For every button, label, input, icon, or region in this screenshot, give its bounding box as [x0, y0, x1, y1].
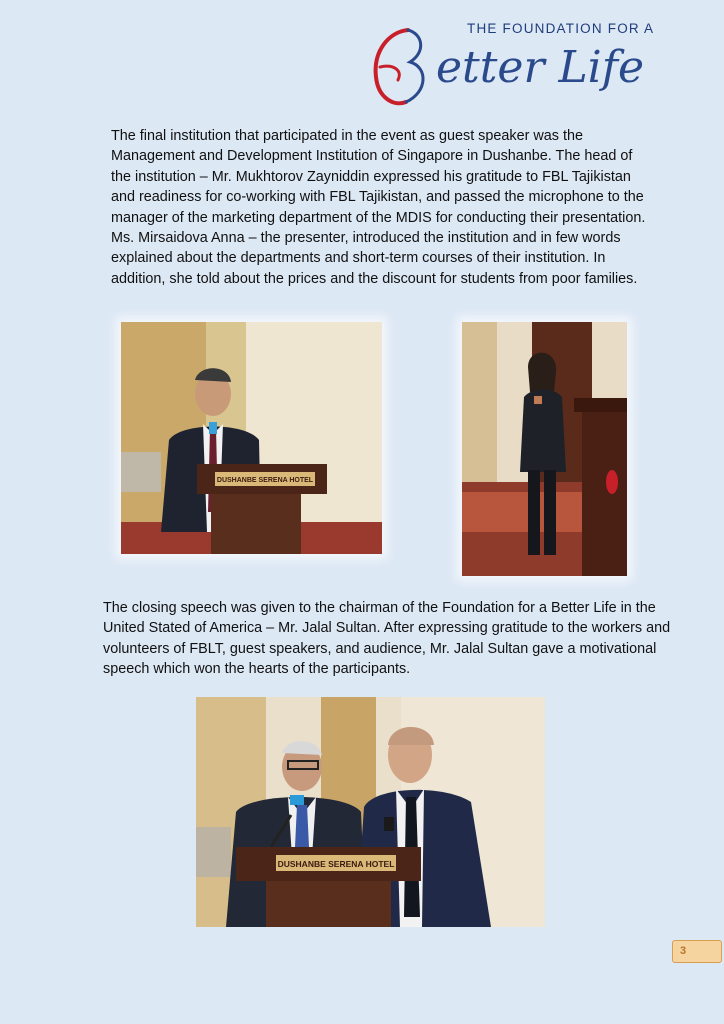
logo-tagline: THE FOUNDATION FOR A	[467, 21, 655, 36]
page-number-badge	[672, 940, 722, 963]
paragraph-closing-speech: The closing speech was given to the chairman of the Foundation for a Better Life in the United Stated of America – Mr. Jalal Sultan. After expressing gratitude to the workers and volunteers of FBLT, guest speakers, and audience, Mr. Jalal Sultan gave a motivational speech which won the hearts of the participants.	[103, 600, 671, 678]
photo-closing-speech	[196, 697, 545, 927]
paragraph-mdis: The final institution that participated in the event as guest speaker was the Management and Development Institution of Singapore in Dushanbe. The head of the institution – Mr. Mukhtorov Zayniddin expressed his gratitude to FBL Tajikistan and readiness for co-working with FBL Tajikistan, and passed the microphone to the manager of the marketing department of the MDIS for conducting their presentation. Ms. Mirsaidova Anna – the presenter, introduced the institution and in few words explained about the departments and short-term courses of their institution. In addition, she told about the prices and the discount for students from poor families.	[111, 128, 646, 287]
foundation-logo	[368, 20, 668, 115]
logo-b-swash-icon	[368, 22, 438, 112]
logo-script-text: etter Life	[436, 42, 645, 93]
podium-sign-3: DUSHANBE SERENA HOTEL	[277, 859, 395, 869]
photo-speaker-podium	[121, 322, 382, 554]
photo-presenter	[462, 322, 627, 576]
page-number: 3	[680, 945, 687, 957]
podium-sign-1: DUSHANBE SERENA HOTEL	[216, 477, 314, 484]
